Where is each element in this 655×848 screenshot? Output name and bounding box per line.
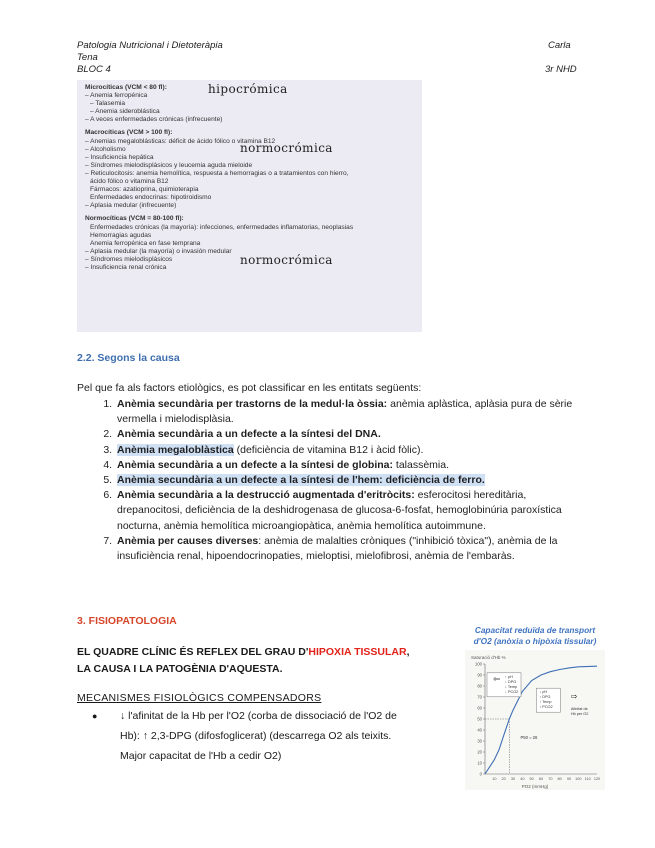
- table-section-title: Normocíticas (VCM = 80-100 fl):: [85, 215, 184, 223]
- right-arrow-icon: ⇨: [570, 692, 578, 702]
- oxygen-dissociation-chart: [465, 650, 605, 790]
- y-tick-label: 80: [477, 683, 482, 689]
- y-tick-label: 60: [477, 705, 482, 711]
- y-tick-label: 50: [477, 716, 482, 722]
- bullet-item: [92, 706, 417, 766]
- table-item: – Insuficiencia renal crónica: [85, 263, 167, 271]
- anemia-classification-table: [77, 80, 422, 332]
- list-item: [115, 473, 587, 488]
- list-item: [115, 488, 587, 534]
- table-item: Hemorragias agudas: [90, 231, 152, 239]
- item-text: anèmia aplàstica, aplàsia pura de sèrie vermella i mielodisplàsia.: [117, 398, 573, 426]
- left-box-label: ↓ DPG: [505, 679, 517, 684]
- y-tick-label: 100: [475, 661, 482, 667]
- left-arrow-icon: ⇦: [493, 674, 500, 684]
- section-intro: Pel que fa als factors etiològics, es pot classificar en les entitats següents:: [77, 382, 422, 394]
- left-box-label: ↑ pH: [505, 674, 513, 679]
- header-course: Patologia Nutricional i Dietoteràpia: [77, 40, 223, 51]
- item-text: talassèmia.: [393, 458, 450, 471]
- x-tick-label: 10: [492, 777, 497, 781]
- header-year: 3r NHD: [545, 64, 577, 75]
- table-item: ácido fólico o vitamina B12: [90, 178, 169, 186]
- table-item: – Alcoholismo: [85, 145, 126, 153]
- header-author-first: Carla: [548, 40, 571, 51]
- handwritten-annotation: normocrómica: [240, 141, 333, 155]
- table-item: Anemia ferropénica en fase temprana: [90, 239, 201, 247]
- subheading: MECANISMES FISIOLÒGICS COMPENSADORS: [77, 692, 322, 704]
- table-item: – Insuficiencia hepática: [85, 153, 154, 161]
- right-box-label: ↑ DPG: [539, 695, 551, 700]
- x-tick-label: 20: [501, 777, 506, 781]
- x-tick-label: 60: [538, 777, 544, 781]
- x-tick-label: 110: [584, 777, 591, 781]
- causes-list: [77, 397, 587, 564]
- x-tick-label: 120: [593, 777, 601, 781]
- item-text: (deficiència de vitamina B12 i àcid fòlic).: [233, 443, 424, 456]
- table-item: – A veces enfermedades crónicas (infrecuente): [85, 116, 223, 124]
- y-tick-label: 0: [479, 771, 482, 777]
- handwritten-annotation: normocrómica: [240, 253, 333, 267]
- x-tick-label: 90: [566, 777, 572, 781]
- x-tick-label: 40: [520, 777, 525, 781]
- table-item: Enfermedades crónicas (la mayoría): infecciones, enfermedades inflamatorias, neoplasias: [90, 223, 354, 231]
- y-axis-label: Saturació d'Hb %: [471, 655, 506, 660]
- table-item: Fármacos: azatioprina, quimioterapia: [90, 186, 199, 194]
- y-tick-label: 70: [477, 694, 482, 700]
- x-tick-label: 70: [548, 777, 553, 781]
- bullet-dot: ●: [92, 711, 98, 721]
- table-section-title: Macrocíticas (VCM > 100 fl):: [85, 129, 173, 137]
- table-item: Enfermedades endocrinas: hipotiroidismo: [90, 194, 212, 202]
- item-bold-highlight: Anèmia megaloblàstica: [117, 443, 234, 456]
- item-text: : anèmia de malalties cròniques ("inhibició tòxica"), anèmia de la insuficiència renal, hipoendocrinopaties, mieloptisi, mielofibrosi, anèmia de l'embaràs.: [117, 534, 558, 563]
- right-box-label: ↓ pH: [539, 690, 548, 695]
- list-item: [115, 443, 587, 458]
- y-tick-label: 40: [477, 727, 482, 733]
- table-item: – Aplasia medular (infrecuente): [85, 202, 177, 210]
- handwritten-annotation: hipocrómica: [208, 82, 288, 96]
- y-tick-label: 10: [477, 760, 482, 766]
- table-item: – Anemias megaloblásticas: déficit de ácido fólico o vitamina B12: [85, 137, 276, 145]
- right-label: Afinitat de: [570, 707, 588, 712]
- table-section-title: Microcíticas (VCM < 80 fl):: [85, 84, 167, 91]
- y-tick-label: 30: [477, 738, 482, 744]
- x-axis-label: PO2 (mmHg): [521, 784, 549, 789]
- header-block: BLOC 4: [77, 64, 111, 75]
- item-bold: Anèmia secundària a un defecte a la síntesi de globina:: [117, 458, 393, 471]
- table-item: – Anemia sideroblástica: [90, 108, 160, 116]
- list-item: [115, 427, 587, 442]
- table-item: – Reticulocitosis: anemia hemolítica, respuesta a hemorragias o a tratamientos con hierro,: [85, 169, 349, 177]
- table-item: – Aplasia medular (la mayoría) o invasión medular: [85, 247, 232, 255]
- right-label: Hb per O2: [570, 712, 589, 717]
- list-item: [115, 397, 587, 427]
- item-bold-highlight: Anèmia secundària a un defecte a la síntesi de l'hem: deficiència de ferro.: [117, 474, 485, 487]
- y-tick-label: 20: [477, 749, 482, 755]
- list-item: [115, 534, 587, 564]
- left-box-label: ↓ Temp: [505, 684, 518, 689]
- y-tick-label: 90: [477, 672, 482, 678]
- statement-text: , LA CAUSA I LA PATOGÈNIA D'AQUESTA.: [77, 646, 410, 675]
- item-bold: Anèmia secundària a la destrucció augmentada d'eritròcits:: [117, 489, 415, 502]
- clinical-statement: [77, 644, 412, 678]
- header-author-last: Tena: [77, 52, 98, 63]
- table-item: – Síndromes mielodisplásicos y leucemia aguda mieloide: [85, 161, 253, 169]
- x-tick-label: 100: [575, 777, 582, 781]
- table-item: – Síndromes mielodisplásicos: [85, 255, 173, 263]
- item-bold: Anèmia secundària a un defecte a la síntesi del DNA.: [117, 428, 381, 441]
- statement-text: EL QUADRE CLÍNIC ÉS REFLEX DEL GRAU D': [77, 646, 309, 658]
- item-bold: Anèmia per causes diverses: [117, 534, 259, 547]
- statement-highlight: HIPOXIA TISSULAR: [308, 646, 407, 658]
- section-title: 2.2. Segons la causa: [77, 352, 180, 364]
- section-title: 3. FISIOPATOLOGIA: [77, 615, 177, 627]
- right-box-label: ↑ Temp: [539, 700, 552, 705]
- p50-annotation: P50 = 26: [520, 734, 538, 740]
- item-bold: Anèmia secundària per trastorns de la medul·la òssia:: [117, 398, 388, 410]
- table-item: – Anemia ferropénica: [85, 92, 148, 100]
- chart-title: Capacitat reduïda de transport d'O2 (anòxia o hipòxia tissular): [473, 625, 597, 646]
- table-item: – Talasemia: [90, 100, 126, 108]
- bullet-text: ↓ l'afinitat de la Hb per l'O2 (corba de dissociació de l'O2 de Hb): ↑ 2,3-DPG (difosfoglicerat) (descarrega O2 als teixits. Major capacitat de l'Hb a cedir O2): [120, 710, 397, 762]
- x-tick-label: 50: [529, 777, 534, 781]
- left-box-label: ↓ PCO2: [505, 689, 519, 694]
- right-box-label: ↑ PCO2: [539, 705, 553, 710]
- x-tick-label: 80: [557, 777, 562, 781]
- x-tick-label: 30: [510, 777, 516, 781]
- list-item: [115, 458, 587, 473]
- chart-container: [465, 650, 605, 790]
- item-text: esferocitosi hereditària, drepanocitosi, deficiència de la deshidrogenasa de glucosa-6-fosfat, hemoglobinúria paroxística nocturna, anèmia hemolítica microangiopàtica, anèmia hemolítica autoimmune.: [117, 489, 562, 532]
